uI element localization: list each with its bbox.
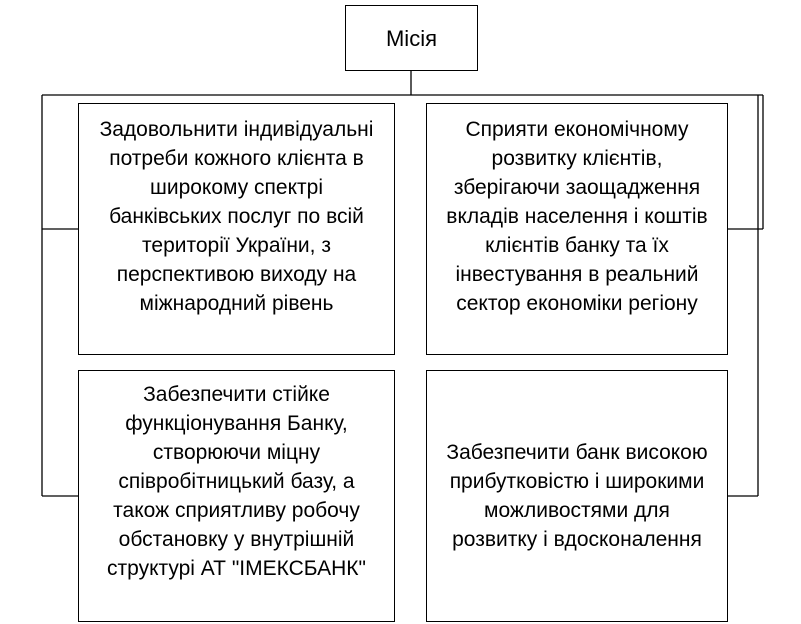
goal-box-stable-functioning <box>78 370 395 622</box>
mission-root-label: Місія <box>385 25 437 51</box>
goal-text-customer-needs: Задовольнити індивідуальні потреби кожного клієнта в широкому спектрі банківських послуг по всій території України, з перспективою виходу на міжнародний рівень <box>99 118 374 315</box>
goal-box-economic-development <box>426 103 728 355</box>
goal-text-economic-development: Сприяти економічному розвитку клієнтів, зберігаючи заощадження вкладів населення і коштів клієнтів банку та їх інвестування в реальний сектор економіки регіону <box>446 118 708 315</box>
goal-box-customer-needs <box>78 103 395 355</box>
mission-root-box <box>345 5 478 71</box>
goal-box-profitability <box>426 370 728 622</box>
goal-text-profitability: Забезпечити банк високою прибутковістю і широкими можливостями для розвитку і вдосконалення <box>446 441 708 551</box>
goal-text-stable-functioning: Забезпечити стійке функціонування Банку, створюючи міцну співробітницький базу, а також сприятливу робочу обстановку у внутрішній структурі АТ "ІМЕКСБАНК" <box>107 383 366 580</box>
